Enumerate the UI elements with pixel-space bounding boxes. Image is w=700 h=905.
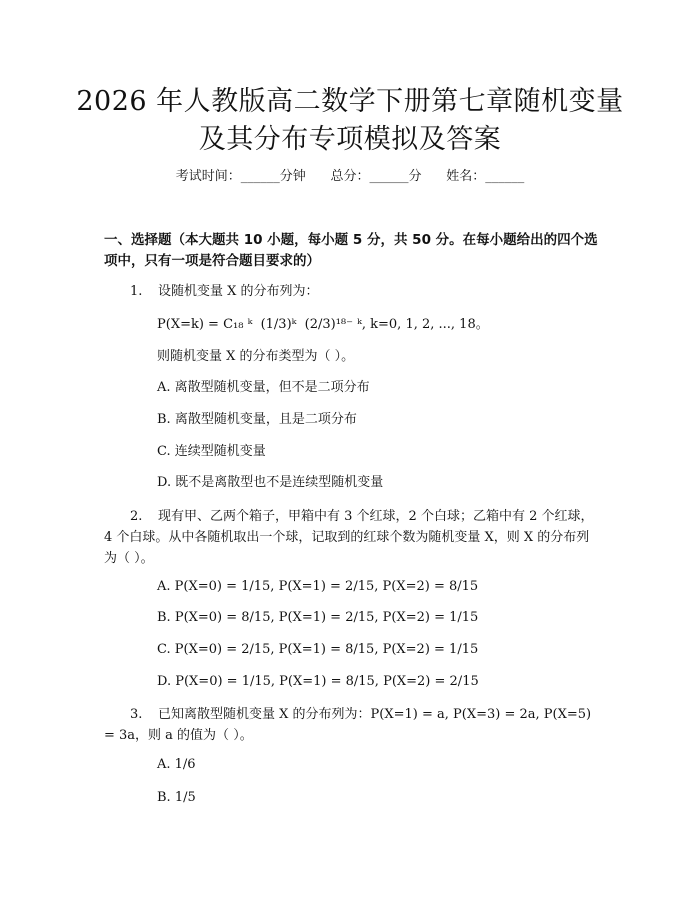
question-1-follow: 则随机变量 X 的分布类型为（ ）。 — [157, 349, 355, 364]
question-1-option-b: B. 离散型随机变量，且是二项分布 — [157, 412, 357, 427]
document-title-line-1: 2026 年人教版高二数学下册第七章随机变量 — [76, 86, 624, 117]
question-3-stem — [104, 704, 596, 746]
question-2-option-a: A. P(X=0) = 1/15, P(X=1) = 2/15, P(X=2) = 8/15 — [157, 579, 479, 594]
question-2-option-c: C. P(X=0) = 2/15, P(X=1) = 8/15, P(X=2) = 1/15 — [157, 642, 479, 657]
question-1-option-d: D. 既不是离散型也不是连续型随机变量 — [157, 475, 384, 490]
question-3-option-b: B. 1/5 — [157, 790, 196, 805]
question-1-formula: P(X=k) = C₁₈ ᵏ (1/3)ᵏ (2/3)¹⁸⁻ ᵏ, k=0, 1, 2, ..., 18。 — [157, 317, 489, 332]
question-text: 现有甲、乙两个箱子，甲箱中有 3 个红球，2 个白球；乙箱中有 2 个红球，4 个白球。从中各随机取出一个球，记取到的红球个数为随机变量 X，则 X 的分布列为（ ）。 — [104, 509, 594, 566]
document-title-line-2: 及其分布专项模拟及答案 — [198, 124, 502, 155]
question-number: 1. — [130, 284, 143, 299]
question-2-option-d: D. P(X=0) = 1/15, P(X=1) = 8/15, P(X=2) = 2/15 — [157, 674, 479, 689]
question-text: 已知离散型随机变量 X 的分布列为：P(X=1) = a, P(X=3) = 2a, P(X=5) = 3a，则 a 的值为（ ）。 — [104, 707, 592, 743]
question-1-option-c: C. 连续型随机变量 — [157, 444, 266, 459]
question-1-option-a: A. 离散型随机变量，但不是二项分布 — [157, 380, 370, 395]
question-text: 设随机变量 X 的分布列为： — [158, 284, 319, 299]
section-heading: 一、选择题（本大题共 10 小题，每小题 5 分，共 50 分。在每小题给出的四个选项中，只有一项是符合题目要求的） — [104, 232, 598, 269]
exam-info-line: 考试时间：______分钟 总分：______分 姓名：______ — [175, 169, 525, 184]
question-number: 3. — [130, 707, 143, 722]
question-2-option-b: B. P(X=0) = 8/15, P(X=1) = 2/15, P(X=2) = 1/15 — [157, 610, 479, 625]
question-2-stem — [104, 506, 596, 569]
question-number: 2. — [130, 509, 143, 524]
question-3-option-a: A. 1/6 — [157, 757, 196, 772]
question-1-stem — [130, 283, 319, 301]
